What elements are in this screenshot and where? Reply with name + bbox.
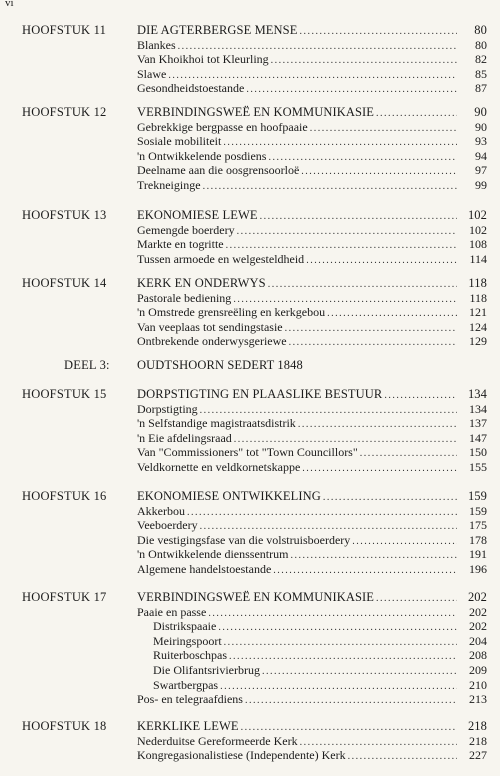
- dot-leader: [245, 694, 457, 709]
- page-number: 209: [469, 662, 487, 677]
- chapter-title-line[interactable]: [137, 358, 487, 373]
- toc-entry[interactable]: [137, 562, 487, 577]
- toc-entry[interactable]: [137, 223, 487, 238]
- page-number: 124: [469, 319, 487, 334]
- page-number: 90: [475, 119, 487, 134]
- chapter-title: VERBINDINGSWEË EN KOMMUNIKASIE: [137, 590, 375, 604]
- page-number: 202: [469, 619, 487, 634]
- chapter-title: EKONOMIESE LEWE: [137, 208, 258, 222]
- page-number: 80: [475, 37, 487, 52]
- toc-entry[interactable]: [137, 416, 487, 431]
- chapter-title-line[interactable]: [137, 208, 487, 223]
- entry-title: Markte en togritte: [137, 237, 224, 252]
- page-number: 196: [469, 561, 487, 576]
- chapter-title-line[interactable]: [137, 23, 487, 38]
- entry-title: Meiringspoort: [153, 633, 222, 648]
- chapter-entries: [137, 489, 487, 577]
- dot-leader: [348, 750, 457, 765]
- chapter-label: HOOFSTUK 13: [22, 208, 107, 222]
- toc-entry[interactable]: [137, 734, 487, 749]
- entry-title: Gesondheidstoestande: [137, 81, 245, 96]
- page-number: 85: [475, 66, 487, 81]
- page-number: 159: [467, 489, 487, 503]
- page-number: 175: [469, 518, 487, 533]
- entry-title: Swartbergpas: [153, 677, 219, 692]
- entry-title: Nederduitse Gereformeerde Kerk: [137, 733, 298, 748]
- page-number: 82: [475, 52, 487, 67]
- page-number: 191: [469, 547, 487, 562]
- page-number: 147: [469, 430, 487, 445]
- page-number: 150: [469, 445, 487, 460]
- chapter-entries: [137, 358, 487, 373]
- toc-entry[interactable]: [137, 252, 487, 267]
- dot-leader: [246, 83, 457, 98]
- entry-title: Pos- en telegraafdiens: [137, 692, 243, 707]
- toc-entry[interactable]: [137, 504, 487, 519]
- page-number: 159: [469, 503, 487, 518]
- page-folio: vi: [5, 0, 14, 9]
- chapter-label: HOOFSTUK 16: [22, 489, 107, 503]
- toc-subentry[interactable]: [137, 634, 487, 649]
- toc-entry[interactable]: [137, 163, 487, 178]
- page-number: 118: [468, 276, 487, 290]
- toc-entry[interactable]: [137, 533, 487, 548]
- entry-title: Distrikspaaie: [153, 619, 217, 634]
- toc-entry[interactable]: [137, 149, 487, 164]
- page-number: 102: [469, 222, 487, 237]
- chapter-entries: [137, 23, 487, 96]
- chapter-title-line[interactable]: [137, 276, 487, 291]
- toc-entry[interactable]: [137, 178, 487, 193]
- entry-title: Gebrekkige bergpasse en hoofpaaie: [137, 119, 308, 134]
- toc-entry[interactable]: [137, 518, 487, 533]
- page-number: 204: [469, 633, 487, 648]
- entry-title: Blankes: [137, 37, 176, 52]
- toc-subentry[interactable]: [137, 678, 487, 693]
- entry-title: Akkerbou: [137, 503, 185, 518]
- entry-title: Kongregasionalistiese (Independente) Kerk: [137, 748, 346, 763]
- page-number: 218: [467, 719, 487, 733]
- entry-title: 'n Ontwikkelende posdiens: [137, 148, 267, 163]
- chapter-title: KERKLIKE LEWE: [137, 719, 239, 733]
- chapter-entries: [137, 105, 487, 193]
- chapter-label: HOOFSTUK 18: [22, 719, 107, 733]
- chapter-entries: [137, 276, 487, 349]
- dot-leader: [203, 180, 457, 195]
- chapter-label: HOOFSTUK 12: [22, 105, 107, 119]
- page-number: 97: [475, 163, 487, 178]
- entry-title: Van veeplaas tot sendingstasie: [137, 319, 283, 334]
- page-number: 121: [469, 305, 487, 320]
- toc-entry[interactable]: [137, 431, 487, 446]
- page-number: 90: [474, 105, 487, 119]
- entry-title: Veeboerdery: [137, 518, 198, 533]
- entry-title: Tussen armoede en welgesteldheid: [137, 251, 305, 266]
- entry-title: Van "Commissioners" tot "Town Councillors": [137, 445, 358, 460]
- entry-title: Ruiterboschpas: [153, 648, 227, 663]
- dot-leader: [302, 462, 457, 477]
- chapter-label: HOOFSTUK 11: [22, 23, 107, 37]
- dot-leader: [306, 254, 457, 269]
- toc-entry[interactable]: [137, 134, 487, 149]
- chapter-entries: [137, 719, 487, 763]
- toc-entry[interactable]: [137, 237, 487, 252]
- entry-title: Gemengde boerdery: [137, 222, 235, 237]
- page-number: 87: [475, 81, 487, 96]
- toc-entry[interactable]: [137, 334, 487, 349]
- page-number: 218: [469, 733, 487, 748]
- page-number: 99: [475, 177, 487, 192]
- chapter-title: DIE AGTERBERGSE MENSE: [137, 23, 298, 37]
- toc-subentry[interactable]: [137, 663, 487, 678]
- toc-entry[interactable]: [137, 748, 487, 763]
- page-number: 134: [467, 387, 487, 401]
- page-number: 208: [469, 648, 487, 663]
- entry-title: 'n Omstrede grensreëling en kerkgebou: [137, 305, 326, 320]
- page-number: 80: [474, 23, 487, 37]
- toc-entry[interactable]: [137, 605, 487, 620]
- page-number: 102: [467, 208, 487, 222]
- dot-leader: [273, 564, 457, 579]
- entry-title: Slawe: [137, 66, 167, 81]
- toc-entry[interactable]: [137, 692, 487, 707]
- entry-title: Trekneiginge: [137, 177, 201, 192]
- entry-title: Van Khoikhoi tot Kleurling: [137, 52, 269, 67]
- toc-entry[interactable]: [137, 67, 487, 82]
- chapter-title-line[interactable]: [137, 719, 487, 734]
- chapter-entries: [137, 387, 487, 475]
- toc-entry[interactable]: [137, 320, 487, 335]
- toc-subentry[interactable]: [137, 648, 487, 663]
- chapter-label: HOOFSTUK 15: [22, 387, 107, 401]
- chapter-label: HOOFSTUK 14: [22, 276, 107, 290]
- toc-entry[interactable]: [137, 445, 487, 460]
- entry-title: Ontbrekende onderwysgeriewe: [137, 334, 287, 349]
- page-number: 178: [469, 532, 487, 547]
- chapter-title-line[interactable]: [137, 387, 487, 402]
- page-number: 93: [475, 134, 487, 149]
- dot-leader: [289, 336, 457, 351]
- chapter-entries: [137, 590, 487, 707]
- entry-title: Algemene handelstoestande: [137, 561, 272, 576]
- chapter-title-line[interactable]: [137, 489, 487, 504]
- chapter-entries: [137, 208, 487, 266]
- page-number: 108: [469, 237, 487, 252]
- part-label: DEEL 3:: [64, 358, 110, 372]
- toc-entry[interactable]: [137, 38, 487, 53]
- toc-subentry[interactable]: [137, 619, 487, 634]
- chapter-title-line[interactable]: [137, 105, 487, 120]
- page-number: 210: [469, 677, 487, 692]
- toc-entry[interactable]: [137, 402, 487, 417]
- toc-entry[interactable]: [137, 81, 487, 96]
- page-number: 114: [469, 251, 487, 266]
- chapter-title: KERK EN ONDERWYS: [137, 276, 266, 290]
- entry-title: Dorpstigting: [137, 401, 198, 416]
- chapter-title: EKONOMIESE ONTWIKKELING: [137, 489, 321, 503]
- page-number: 155: [469, 459, 487, 474]
- page-number: 137: [469, 416, 487, 431]
- entry-title: Die vestigingsfase van die volstruisboerdery: [137, 532, 351, 547]
- chapter-title: VERBINDINGSWEË EN KOMMUNIKASIE: [137, 105, 375, 119]
- toc-entry[interactable]: [137, 52, 487, 67]
- entry-title: Sosiale mobiliteit: [137, 134, 222, 149]
- toc-entry[interactable]: [137, 120, 487, 135]
- toc-entry[interactable]: [137, 547, 487, 562]
- chapter-label: HOOFSTUK 17: [22, 590, 107, 604]
- page-number: 202: [467, 590, 487, 604]
- entry-title: 'n Ontwikkelende dienssentrum: [137, 547, 289, 562]
- toc-entry[interactable]: [137, 291, 487, 306]
- entry-title: Deelname aan die oosgrensoorloë: [137, 163, 300, 178]
- page-number: 227: [469, 748, 487, 763]
- entry-title: Pastorale bediening: [137, 290, 232, 305]
- entry-title: Paaie en passe: [137, 604, 207, 619]
- page-number: 129: [469, 334, 487, 349]
- page-number: 213: [469, 692, 487, 707]
- entry-title: Veldkornette en veldkornetskappe: [137, 459, 301, 474]
- toc-entry[interactable]: [137, 460, 487, 475]
- chapter-title: DORPSTIGTING EN PLAASLIKE BESTUUR: [137, 387, 383, 401]
- chapter-title: OUDTSHOORN SEDERT 1848: [137, 358, 303, 372]
- entry-title: 'n Selfstandige magistraatsdistrik: [137, 416, 296, 431]
- entry-title: 'n Eie afdelingsraad: [137, 430, 232, 445]
- chapter-title-line[interactable]: [137, 590, 487, 605]
- page-number: 202: [469, 604, 487, 619]
- toc-entry[interactable]: [137, 305, 487, 320]
- entry-title: Die Olifantsrivierbrug: [153, 662, 260, 677]
- page-number: 94: [475, 148, 487, 163]
- page-number: 134: [469, 401, 487, 416]
- page-number: 118: [469, 290, 487, 305]
